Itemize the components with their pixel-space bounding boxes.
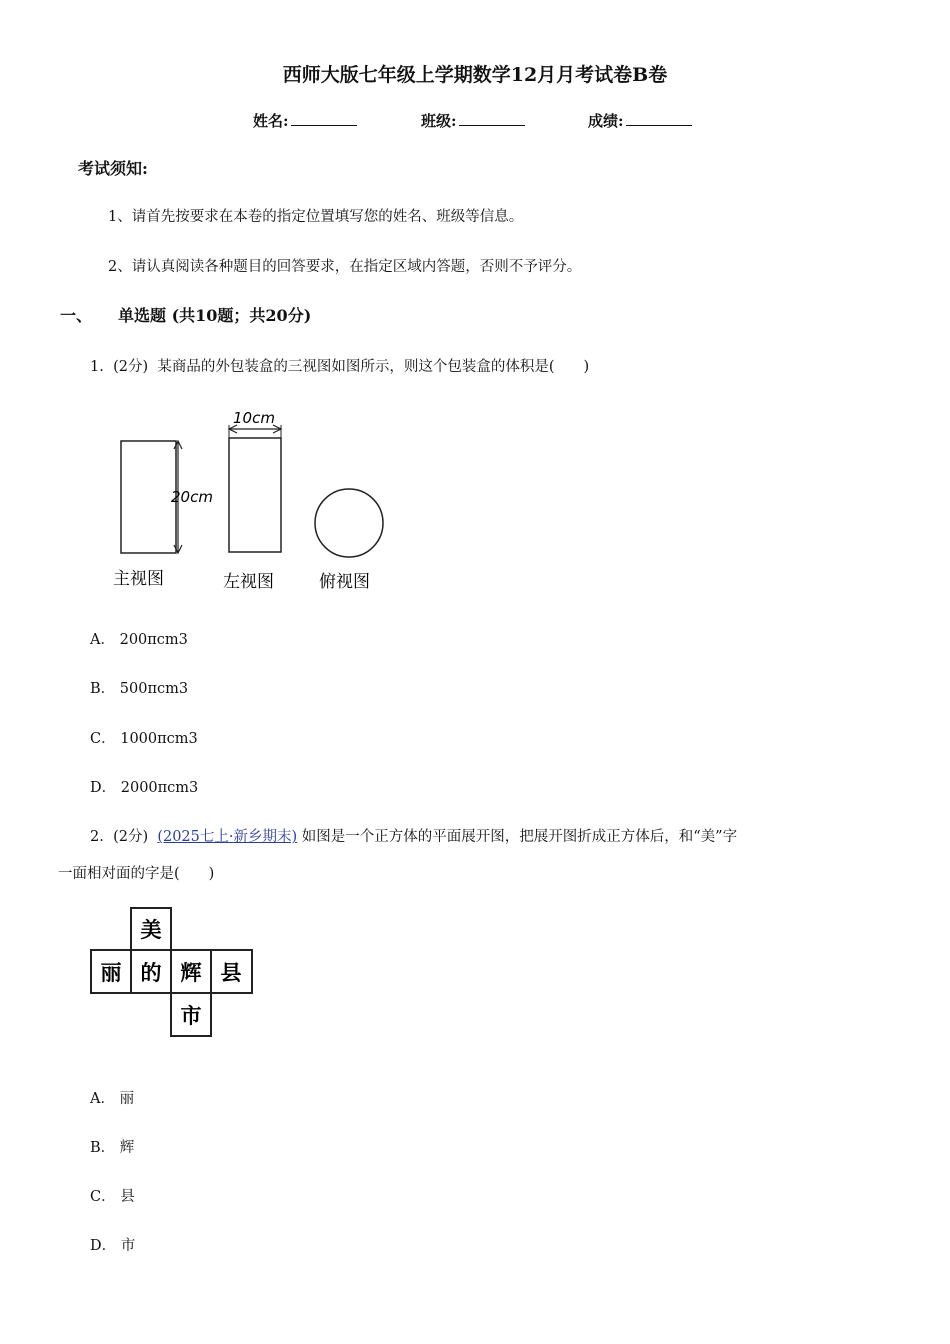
top-view-caption: 俯视图 [319, 572, 370, 592]
q2-option-b[interactable] [90, 1136, 134, 1157]
option-text: 2000πcm3 [120, 780, 199, 796]
left-view-rect [229, 438, 281, 552]
q2-option-a[interactable] [90, 1087, 134, 1108]
score-label: 成绩: [588, 112, 624, 130]
front-view-rect [121, 441, 176, 553]
option-text: 200πcm3 [119, 632, 188, 648]
net-char: 县 [220, 961, 242, 985]
question-1 [90, 355, 589, 376]
cube-net-figure [88, 905, 258, 1041]
name-field[interactable] [253, 110, 357, 131]
class-blank[interactable] [459, 111, 525, 126]
option-letter: A． [90, 632, 115, 648]
question-2-score: (2分) [113, 829, 149, 845]
net-char: 的 [140, 961, 162, 985]
option-letter: D． [90, 1238, 117, 1254]
left-view-caption: 左视图 [223, 572, 274, 592]
option-letter: C． [90, 1189, 116, 1205]
notice-heading: 考试须知: [78, 159, 148, 178]
option-letter: D． [90, 780, 117, 796]
notice-item-2: 2、请认真阅读各种题目的回答要求，在指定区域内答题，否则不予评分。 [108, 259, 582, 275]
option-letter: B． [90, 681, 116, 697]
class-label: 班级: [421, 112, 457, 130]
score-blank[interactable] [626, 111, 692, 126]
option-text: 市 [120, 1238, 136, 1254]
section-heading [60, 303, 311, 326]
three-view-figure [105, 405, 395, 600]
option-letter: C． [90, 731, 116, 747]
net-char: 美 [140, 918, 162, 942]
q1-option-b[interactable] [90, 677, 188, 698]
question-2-text-line2: 一面相对面的字是( ) [58, 866, 215, 882]
front-view-caption: 主视图 [113, 569, 164, 589]
class-field[interactable] [421, 110, 525, 131]
q2-option-c[interactable] [90, 1185, 135, 1206]
question-2-text-line1: 如图是一个正方体的平面展开图，把展开图折成正方体后，和“美”字 [301, 829, 738, 845]
question-2-number: 2. [90, 829, 104, 845]
question-1-number: 1. [90, 359, 104, 375]
option-text: 1000πcm3 [120, 731, 198, 747]
q1-option-d[interactable] [90, 776, 198, 797]
score-field[interactable] [588, 110, 692, 131]
question-1-score: (2分) [113, 359, 149, 375]
option-text: 辉 [119, 1140, 135, 1156]
question-1-text: 某商品的外包装盒的三视图如图所示，则这个包装盒的体积是( ) [157, 359, 590, 375]
name-label: 姓名: [253, 112, 289, 130]
section-title: 单选题 (共10题；共20分) [118, 306, 312, 325]
net-char: 辉 [180, 961, 202, 985]
q1-option-c[interactable] [90, 727, 198, 748]
option-letter: B． [90, 1140, 116, 1156]
net-char: 丽 [100, 961, 122, 985]
net-char: 市 [180, 1004, 202, 1028]
width-label: 10cm [233, 409, 275, 427]
question-2-source-link[interactable]: (2025七上·新乡期末) [157, 829, 298, 845]
height-label: 20cm [171, 488, 213, 506]
option-text: 县 [120, 1189, 135, 1205]
name-blank[interactable] [291, 111, 357, 126]
option-letter: A． [90, 1091, 115, 1107]
q2-option-d[interactable] [90, 1234, 135, 1255]
q1-option-a[interactable] [90, 628, 188, 649]
notice-item-1: 1、请首先按要求在本卷的指定位置填写您的姓名、班级等信息。 [108, 209, 524, 225]
top-view-circle [315, 489, 383, 557]
option-text: 500πcm3 [119, 681, 189, 697]
page-title: 西师大版七年级上学期数学12月月考试卷B卷 [282, 64, 668, 86]
question-2 [90, 825, 737, 846]
section-number: 一、 [60, 306, 93, 325]
option-text: 丽 [119, 1091, 135, 1107]
